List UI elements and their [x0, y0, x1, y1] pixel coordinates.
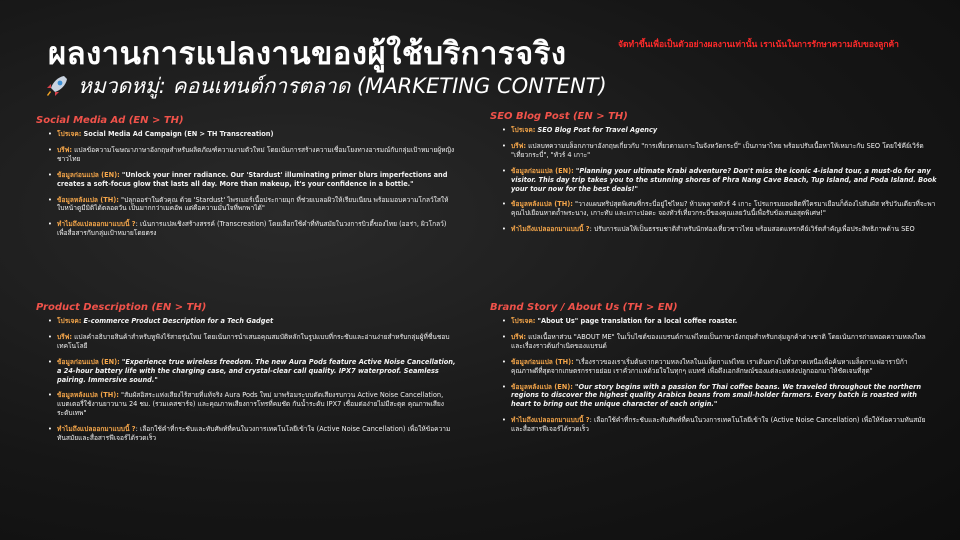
- section-title: Product Description (EN > TH): [36, 302, 207, 313]
- source-item: • ข้อมูลก่อนแปล (EN): "Unlock your inner radiance. Our 'Stardust' illuminating primer blurs imperfections and creates a soft-focus glow that lasts all day. More than makeup, it's your confidence in a bottle.": [48, 171, 456, 189]
- source-item: • ข้อมูลก่อนแปล (EN): "Planning your ultimate Krabi adventure? Don't miss the iconic 4-island tour, a must-do for any visitor. This day trip takes you to the stunning shores of Phra Nang Cave Beach, Tup Island, and Poda Island. Book your tour now for the best deals!": [502, 167, 938, 194]
- why-item: • ทำไมถึงแปลออกมาแบบนี้ ?: ปรับการแปลให้เป็นธรรมชาติสำหรับนักท่องเที่ยวชาวไทย พร้อมสอดแทรกคีย์เวิร์ดสำคัญเพื่อประสิทธิภาพด้าน SEO: [502, 225, 938, 234]
- source-item: • ข้อมูลก่อนแปล (EN): "Experience true wireless freedom. The new Aura Pods feature Active Noise Cancellation, a 24-hour battery life with the charging case, and crystal-clear call quality. IPX7 waterproof. Seamless pairing. Immersive sound.": [48, 358, 456, 385]
- why-item: • ทำไมถึงแปลออกมาแบบนี้ ?: เลือกใช้คำที่กระชับและทับศัพท์ที่คนในวงการเทคโนโลยีเข้าใจ (Active Noise Cancellation) เพื่อให้ข้อความทันสมัยและสื่อสารฟีเจอร์ได้รวดเร็ว: [48, 425, 456, 443]
- section-title: Social Media Ad (EN > TH): [36, 115, 184, 126]
- project-item: • โปรเจค: E-commerce Product Description for a Tech Gadget: [48, 317, 456, 326]
- section-brand-story: [490, 301, 930, 441]
- section-social-media-ad: [36, 114, 456, 245]
- page-subtitle: [44, 72, 607, 100]
- section-title: Brand Story / About Us (TH > EN): [490, 302, 678, 313]
- section-product-description: [36, 301, 456, 450]
- brief-item: • บรีฟ: แปลเนื้อหาส่วน "ABOUT ME" ในเว็บไซต์ของแบรนด์กาแฟไทยเป็นภาษาอังกฤษสำหรับกลุ่มลูกค้าต่างชาติ โดยเน้นการถ่ายทอดความหลงใหลและเรื่องราวต้นกำเนิดของแบรนด์: [502, 333, 930, 351]
- brief-item: • บรีฟ: แปลคำอธิบายสินค้าสำหรับหูฟังไร้สายรุ่นใหม่ โดยเน้นการนำเสนอคุณสมบัติหลักในรูปแบบที่กระชับและอ่านง่ายสำหรับกลุ่มผู้ที่ชื่นชอบเทคโนโลยี: [48, 333, 456, 351]
- section-title: SEO Blog Post (EN > TH): [490, 111, 628, 122]
- brief-item: • บรีฟ: แปลบทความบล็อกภาษาอังกฤษเกี่ยวกับ "การเที่ยวตามเกาะในจังหวัดกระบี่" เป็นภาษาไทย พร้อมปรับเนื้อหาให้เหมาะกับ SEO โดยใช้คีย์เวิร์ด "เที่ยวกระบี่", "ทัวร์ 4 เกาะ": [502, 142, 938, 160]
- target-item: • ข้อมูลหลังแปล (TH): "วางแผนทริปสุดพิเศษที่กระบี่อยู่ใช่ไหม? ห้ามพลาดทัวร์ 4 เกาะ โปรแกรมยอดฮิตที่ใครมาเยือนก็ต้องไปสัมผัส ทริปวันเดียวที่จะพาคุณไปเยือนหาดถ้ำพระนาง, เกาะทับ และเกาะปอดะ จองทัวร์เที่ยวกระบี่ของคุณเลยวันนี้เพื่อรับข้อเสนอสุดพิเศษ!": [502, 200, 938, 218]
- subtitle-text: หมวดหมู่: คอนเทนต์การตลาด (MARKETING CONTENT): [78, 74, 607, 98]
- project-item: • โปรเจค: Social Media Ad Campaign (EN > TH Transcreation): [48, 130, 456, 139]
- project-item: • โปรเจค: "About Us" page translation for a local coffee roaster.: [502, 317, 930, 326]
- project-item: • โปรเจค: SEO Blog Post for Travel Agency: [502, 126, 938, 135]
- brief-item: • บรีฟ: แปลข้อความโฆษณาภาษาอังกฤษสำหรับผลิตภัณฑ์ความงามตัวใหม่ โดยเน้นการสร้างความเชื่อมโยงทางอารมณ์กับกลุ่มเป้าหมายผู้หญิงชาวไทย: [48, 146, 456, 164]
- target-item: • ข้อมูลหลังแปล (TH): "ปลุกออร่าในตัวคุณ ด้วย 'Stardust' ไพรเมอร์เนื้อประกายมุก ที่ช่วยเบลอผิวให้เรียบเนียน พร้อมมอบความโกลว์ใสให้ใบหน้าดูมีมิติได้ตลอดวัน เป็นมากกว่าเมคอัพ แต่คือความมั่นใจที่พกพาได้": [48, 196, 456, 214]
- target-item: • ข้อมูลหลังแปล (TH): "สัมผัสอิสระแห่งเสียงไร้สายที่แท้จริง Aura Pods ใหม่ มาพร้อมระบบตัดเสียงรบกวน Active Noise Cancellation, แบตเตอรี่ใช้งานยาวนาน 24 ชม. (รวมเคสชาร์จ) และคุณภาพเสียงการโทรที่คมชัด กันน้ำระดับ IPX7 เชื่อมต่อง่ายไม่มีสะดุด คุณภาพเสียงระดับเทพ": [48, 391, 456, 418]
- rocket-icon: [44, 73, 70, 99]
- why-item: • ทำไมถึงแปลออกมาแบบนี้ ?: เลือกใช้คำที่กระชับและทับศัพท์ที่คนในวงการเทคโนโลยีเข้าใจ (Active Noise Cancellation) เพื่อให้ข้อความทันสมัยและสื่อสารฟีเจอร์ได้รวดเร็ว: [502, 416, 930, 434]
- disclaimer: จัดทำขึ้นเพื่อเป็นตัวอย่างผลงานเท่านั้น เราเน้นในการรักษาความลับของลูกค้า: [618, 40, 899, 50]
- source-item: • ข้อมูลก่อนแปล (TH): "เรื่องราวของเราเริ่มต้นจากความหลงใหลในเมล็ดกาแฟไทย เราเดินทางไปทั่วภาคเหนือเพื่อค้นหาเมล็ดกาแฟอาราบิก้าคุณภาพดีที่สุดจากเกษตรกรรายย่อย เราคั่วกาแฟด้วยใจในทุกๆ แบทช์ เพื่อดึงเอกลักษณ์ของแต่ละแหล่งปลูกออกมาให้ชัดเจนที่สุด": [502, 358, 930, 376]
- page-title: ผลงานการแปลงานของผู้ใช้บริการจริง: [48, 36, 567, 72]
- section-seo-blog-post: [490, 110, 938, 241]
- why-item: • ทำไมถึงแปลออกมาแบบนี้ ?: เน้นการแปลเชิงสร้างสรรค์ (Transcreation) โดยเลือกใช้คำที่ทันสมัยในวงการบิวตี้ของไทย (ออร่า, ผิวโกลว์) เพื่อสื่อสารกับกลุ่มเป้าหมายโดยตรง: [48, 220, 456, 238]
- target-item: • ข้อมูลหลังแปล (EN): "Our story begins with a passion for Thai coffee beans. We traveled throughout the northern regions to discover the highest quality Arabica beans from small-holder farmers. Every batch is roasted with heart to bring out the unique character of each origin.": [502, 383, 930, 410]
